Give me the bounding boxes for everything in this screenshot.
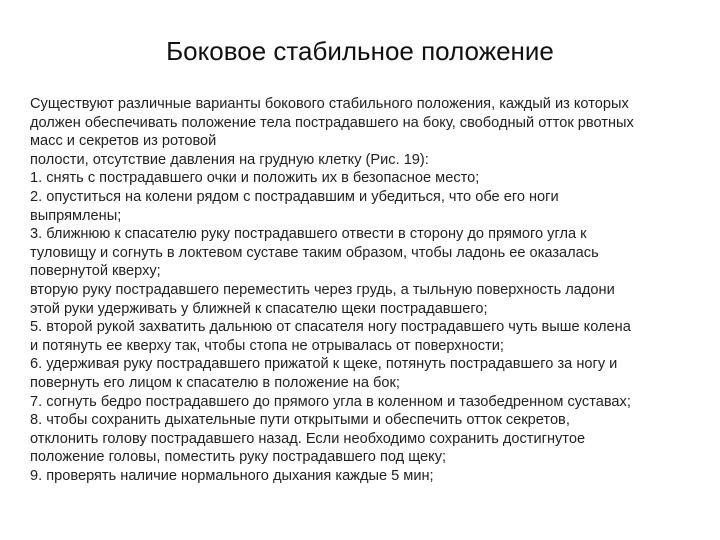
text-line: 6. удерживая руку пострадавшего прижатой к щеке, потянуть пострадавшего за ногу и (30, 356, 618, 373)
text-line: 3. ближнюю к спасателю руку пострадавшего отвести в сторону до прямого угла к (30, 226, 587, 243)
text-line: вторую руку пострадавшего переместить через грудь, а тыльную поверхность ладони (30, 281, 615, 298)
text-line: выпрямлены; (30, 207, 122, 224)
text-line: 1. снять с пострадавшего очки и положить их в безопасное место; (30, 170, 480, 187)
text-line: полости, отсутствие давления на грудную клетку (Рис. 19): (30, 151, 429, 168)
text-line: 5. второй рукой захватить дальнюю от спасателя ногу пострадавшего чуть выше колена (30, 319, 631, 336)
text-line: 8. чтобы сохранить дыхательные пути открытыми и обеспечить отток секретов, (30, 412, 570, 429)
text-line: 9. проверять наличие нормального дыхания каждые 5 мин; (30, 467, 434, 484)
slide-title: Боковое стабильное положение (166, 36, 554, 66)
slide-body-text (30, 95, 700, 485)
text-line: этой руки удерживать у ближней к спасателю щеки пострадавшего; (30, 300, 488, 317)
text-line: и потянуть ее кверху так, чтобы стопа не отрывалась от поверхности; (30, 337, 504, 354)
text-line: повернуть его лицом к спасателю в положение на бок; (30, 374, 400, 391)
text-line: должен обеспечивать положение тела пострадавшего на боку, свободный отток рвотных (30, 114, 634, 131)
text-line: 7. согнуть бедро пострадавшего до прямого угла в коленном и тазобедренном суставах; (30, 393, 631, 410)
text-line: повернутой кверху; (30, 263, 161, 280)
text-line: Существуют различные варианты бокового стабильного положения, каждый из которых (30, 96, 629, 112)
text-line: туловищу и согнуть в локтевом суставе таким образом, чтобы ладонь ее оказалась (30, 244, 599, 261)
text-line: отклонить голову пострадавшего назад. Если необходимо сохранить достигнутое (30, 430, 586, 447)
text-line: 2. опуститься на колени рядом с пострадавшим и убедиться, что обе его ноги (30, 188, 559, 205)
text-line: масс и секретов из ротовой (30, 133, 217, 150)
text-line: положение головы, поместить руку пострадавшего под щеку; (30, 449, 447, 466)
